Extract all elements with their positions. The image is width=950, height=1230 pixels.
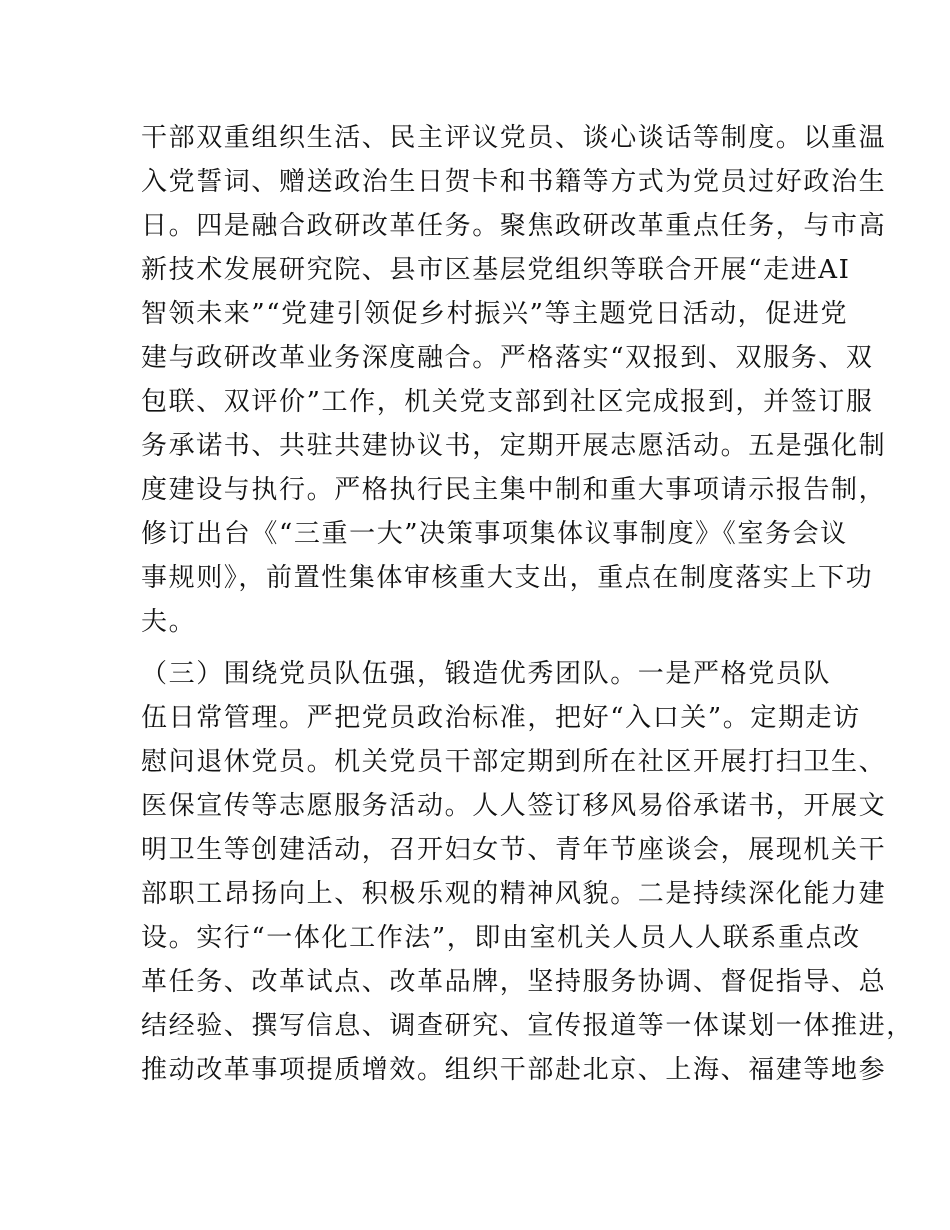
text-line: 革任务、改革试点、改革品牌，坚持服务协调、督促指导、总 <box>141 967 887 997</box>
text-line: 新技术发展研究院、县市区基层党组织等联合开展“走进AI <box>141 255 851 285</box>
text-line: 结经验、撰写信息、调查研究、宣传报道等一体谋划一体推进， <box>141 1011 914 1041</box>
text-line: 修订出台《“三重一大”决策事项集体议事制度》《室务会议 <box>141 519 848 549</box>
text-line: 度建设与执行。严格执行民主集中制和重大事项请示报告制， <box>141 475 887 505</box>
text-line: 事规则》，前置性集体审核重大支出，重点在制度落实上下功 <box>141 563 874 593</box>
text-line: 明卫生等创建活动，召开妇女节、青年节座谈会，展现机关干 <box>141 835 887 865</box>
text-line: 推动改革事项提质增效。组织干部赴北京、上海、福建等地参 <box>141 1055 887 1085</box>
text-line: 入党誓词、赠送政治生日贺卡和书籍等方式为党员过好政治生 <box>141 167 887 197</box>
text-line: 医保宣传等志愿服务活动。人人签订移风易俗承诺书，开展文 <box>141 791 887 821</box>
text-line: 伍日常管理。严把党员政治标准，把好“入口关”。定期走访 <box>141 703 861 733</box>
text-line: 智领未来”“党建引领促乡村振兴”等主题党日活动，促进党 <box>141 299 849 329</box>
text-line: 夫。 <box>141 607 197 637</box>
text-line: 部职工昂扬向上、积极乐观的精神风貌。二是持续深化能力建 <box>141 879 887 909</box>
text-line: 务承诺书、共驻共建协议书，定期开展志愿活动。五是强化制 <box>141 431 887 461</box>
text-line: 干部双重组织生活、民主评议党员、谈心谈话等制度。以重温 <box>141 123 887 153</box>
text-line: 设。实行“一体化工作法”，即由室机关人员人人联系重点改 <box>141 923 861 953</box>
text-line: 慰问退休党员。机关党员干部定期到所在社区开展打扫卫生、 <box>141 747 887 777</box>
text-line: 建与政研改革业务深度融合。严格落实“双报到、双服务、双 <box>141 343 874 373</box>
text-line: 日。四是融合政研改革任务。聚焦政研改革重点任务，与市高 <box>141 211 887 241</box>
text-line: 包联、双评价”工作，机关党支部到社区完成报到，并签订服 <box>141 387 874 417</box>
section-heading-line: （三）围绕党员队伍强，锻造优秀团队。一是严格党员队 <box>141 659 832 689</box>
